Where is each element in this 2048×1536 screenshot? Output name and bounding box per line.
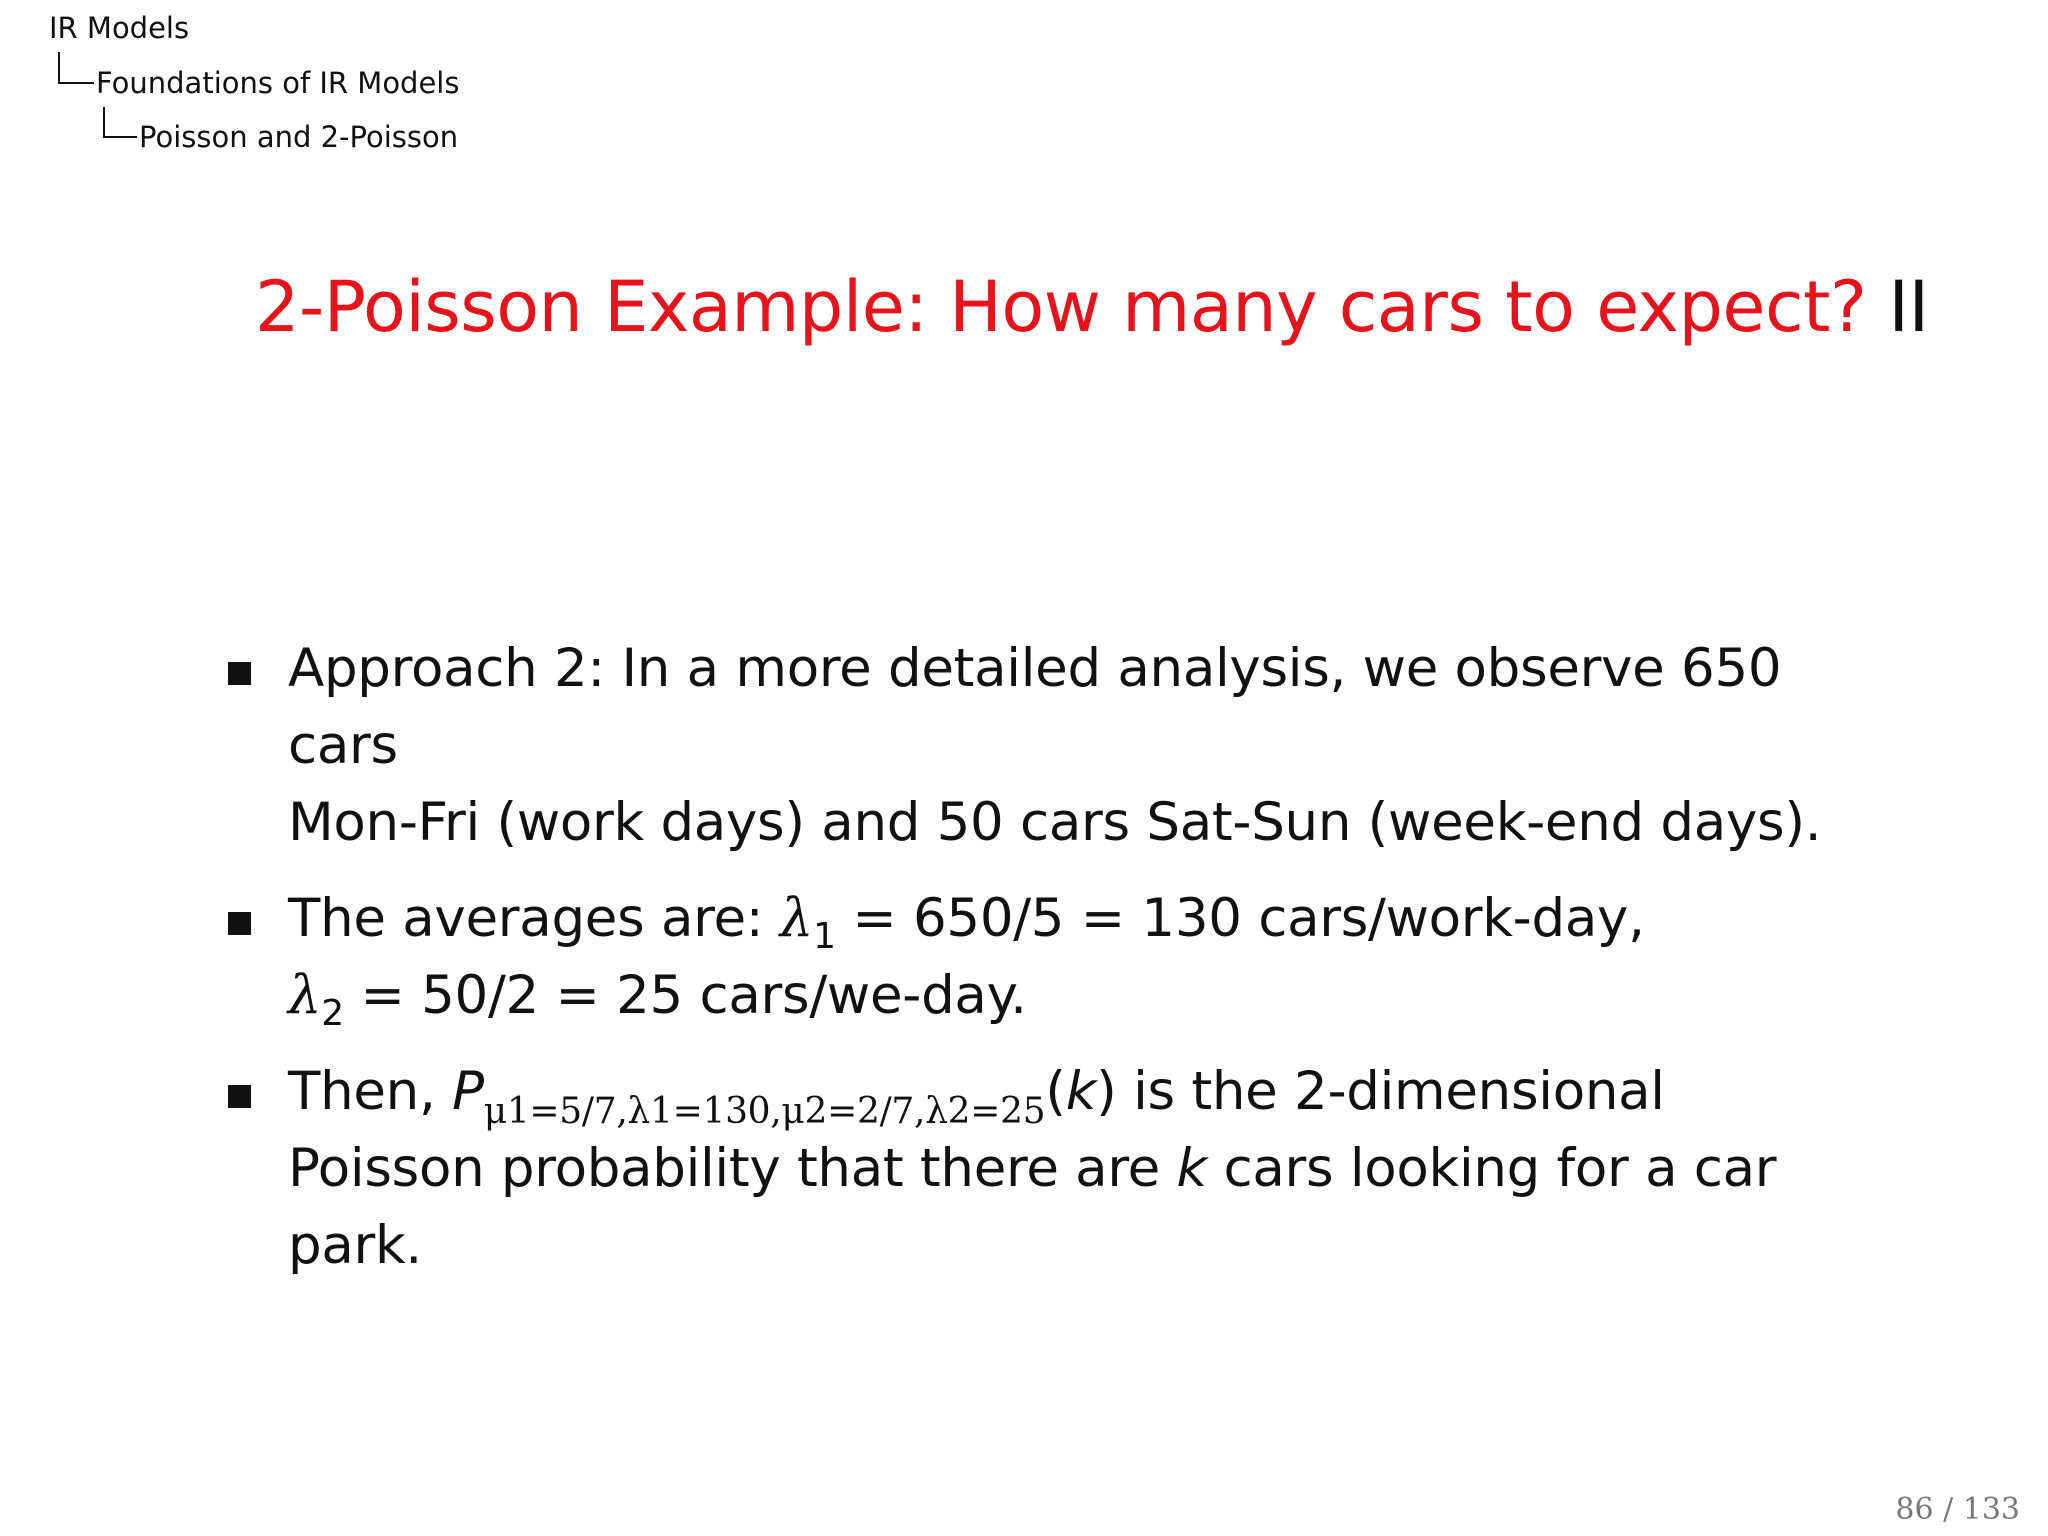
bullet-square-icon [228, 662, 251, 685]
bullet-3-prefix: Then, [288, 1061, 453, 1122]
bullet-item [220, 880, 1900, 1034]
page-number: 86 / 133 [1895, 1492, 2020, 1527]
bullet-1-line-2: Mon-Fri (work days) and 50 cars Sat-Sun (week-end days). [288, 792, 1822, 853]
bullet-3-rest-1: is the 2-dimensional [1116, 1061, 1665, 1122]
bullet-3-line-3: park. [288, 1215, 422, 1276]
lambda-2-symbol: λ [288, 965, 322, 1026]
tree-connector-icon [58, 52, 94, 84]
probability-arg-var: k [1065, 1061, 1097, 1122]
bullet-item [220, 1053, 1900, 1284]
slide-title-suffix: II [1888, 266, 1929, 348]
bullet-2-equation-2: = 50/2 = 25 cars/we-day. [343, 965, 1027, 1026]
bullet-1-line-1: Approach 2: In a more detailed analysis, we observe 650 cars [288, 638, 1782, 776]
bullet-item [220, 630, 1900, 861]
bullet-list [220, 630, 1900, 1303]
bullet-square-icon [228, 912, 251, 935]
slide-title-main: 2-Poisson Example: How many cars to expect? [255, 266, 1867, 348]
bullet-square-icon [228, 1085, 251, 1108]
probability-subscript: μ1=5/7,λ1=130,μ2=2/7,λ2=25 [483, 1091, 1046, 1132]
lambda-2-subscript: 2 [321, 993, 344, 1034]
bullet-3-line-2-a: Poisson probability that there are [288, 1138, 1177, 1199]
breadcrumb [0, 0, 700, 170]
breadcrumb-level-1: IR Models [49, 11, 190, 45]
bullet-3-line-2-var: k [1176, 1138, 1207, 1199]
tree-connector-icon [103, 107, 137, 138]
lambda-1-symbol: λ [779, 888, 814, 949]
slide-title [255, 266, 1929, 348]
bullet-3-line-2-b: cars looking for a car [1206, 1138, 1777, 1199]
bullet-2-equation-1: = 650/5 = 130 cars/work-day, [835, 888, 1645, 949]
bullet-2-prefix: The averages are: [288, 888, 780, 949]
probability-arg-close: ) [1096, 1061, 1117, 1122]
probability-symbol: P [452, 1061, 484, 1122]
breadcrumb-level-3: Poisson and 2-Poisson [139, 120, 459, 154]
lambda-1-subscript: 1 [813, 916, 836, 957]
probability-arg-open: ( [1045, 1061, 1066, 1122]
breadcrumb-level-2: Foundations of IR Models [96, 66, 460, 100]
